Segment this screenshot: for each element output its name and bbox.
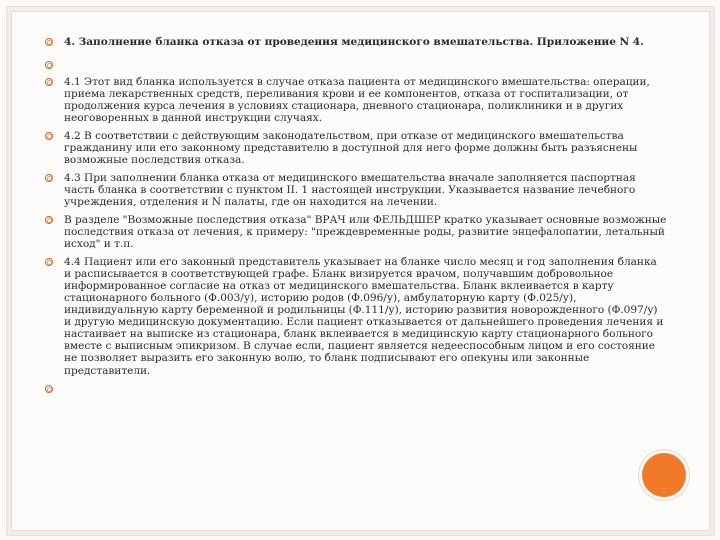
slide-content [45, 36, 667, 400]
item-text: 4.2 В соответствии с действующим законодательством, при отказе от медицинского вмешательства гражданину или его законному представителю в доступной для него форме должны быть разъяснены возможные последствия отказа. [64, 129, 638, 166]
item-text: 4. Заполнение бланка отказа от проведения медицинского вмешательства. Приложение N 4. [64, 36, 644, 48]
bullet-icon [45, 132, 53, 140]
item-text: В разделе "Возможные последствия отказа" ВРАЧ или ФЕЛЬДШЕР кратко указывает основные возможные последствия отказа от лечения, к примеру: "преждевременные роды, развитие энцефалопатии, летальный исход" и т.п. [64, 213, 667, 251]
decorative-circle-icon [642, 453, 686, 497]
list-item-empty [45, 59, 667, 71]
bullet-icon [45, 38, 53, 46]
bullet-icon [45, 78, 53, 86]
list-item-empty [45, 383, 667, 395]
list-item [45, 76, 667, 124]
item-text: 4.3 При заполнении бланка отказа от медицинского вмешательства вначале заполняется паспортная часть бланка в соответствии с пунктом II. 1 настоящей инструкции. Указывается название лечебного учреждения, отделения и N палаты, где он находится на лечении. [64, 171, 636, 208]
list-item-heading [45, 36, 667, 49]
bullet-icon [45, 216, 53, 224]
list-item [45, 172, 667, 208]
list-item [45, 256, 667, 376]
item-text: 4.1 Этот вид бланка используется в случае отказа пациента от медицинского вмешательства: операции, приема лекарственных средств, переливания крови и ее компонентов, отказа от госпитализации, от продолжения курса лечения в условиях стационара, дневного стационара, поликлиники и в других неоговоренных в данной инструкции случаях. [64, 75, 650, 124]
item-text: 4.4 Пациент или его законный представитель указывает на бланке число месяц и год заполнения бланка и расписывается в соответствующей графе. Бланк визируется врачом, получавшим добровольное информированное согласие на отказ от медицинского вмешательства. Бланк вклеивается в карту стационарного больного (Ф.003/у), историю родов (Ф.096/у), амбулаторную карту (Ф.025/у), индивидуальную карту беременной и родильницы (Ф.111/у), историю развития новорожденного (Ф.097/у) и другую медицинскую документацию. Если пациент отказывается от дальнейшего проведения лечения и настаивает на выписке из стационара, бланк вклеивается в медицинскую карту стационарного больного вместе с выписным эпикризом. В случае если, пациент является недееспособным лицом и его состояние не позволяет выразить его законную волю, то бланк подписывают его опекуны или законные представители. [64, 256, 664, 377]
bullet-icon [45, 258, 53, 266]
list-item [45, 130, 667, 166]
bullet-icon [45, 385, 53, 393]
bullet-icon [45, 174, 53, 182]
bullet-icon [45, 61, 53, 69]
list-item [45, 214, 667, 250]
